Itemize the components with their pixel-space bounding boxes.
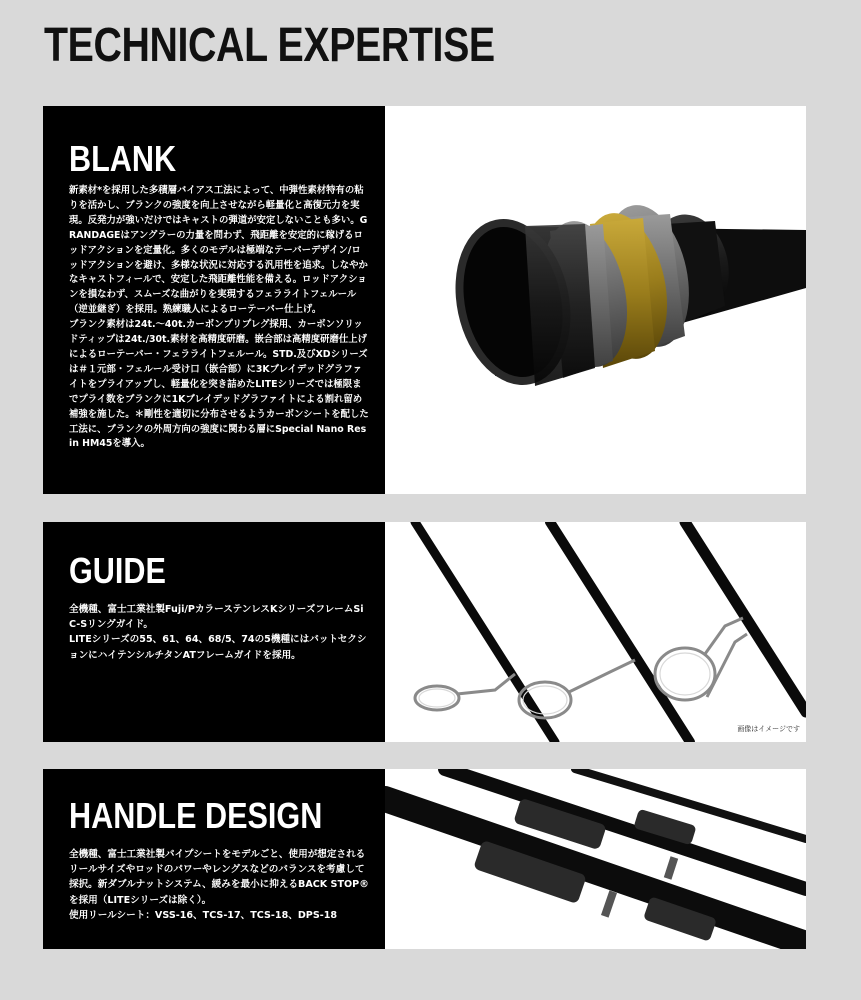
- guide-image-caption: 画像はイメージです: [737, 725, 800, 733]
- rod-guides-illustration: [385, 522, 806, 742]
- page-title: TECHNICAL EXPERTISE: [44, 19, 495, 72]
- guide-body: 全機種、富士工業社製Fuji/PカラーステンレスKシリーズフレームSiC-Sリングガイド。 LITEシリーズの55、61、64、68/5、74の5機種にはバットセクションにハイテンシルチタンATフレームガイドを採用。: [69, 604, 367, 661]
- handle-body: 全機種、富士工業社製パイプシートをモデルごと、使用が想定されるリールサイズやロッドのパワーやレングスなどのバランスを考慮して採択。新ダブルナットシステム、緩みを最小に抑えるBACK STOP®を採用（LITEシリーズは除く）。 使用リールシート：VSS-16、TCS-17、TCS-18、DPS-18: [69, 849, 369, 921]
- rod-handles-illustration: [385, 769, 806, 949]
- section-blank: [43, 106, 806, 494]
- section-handle-design: [43, 769, 806, 949]
- handle-heading: HANDLE DESIGN: [69, 795, 323, 836]
- handle-image: [385, 769, 806, 949]
- blank-body: 新素材*を採用した多積層バイアス工法によって、中弾性素材特有の粘りを活かし、ブランクの強度を向上させながら軽量化と高復元力を実現。反発力が強いだけではキャストの弾道が安定しないことも多い。GRANDAGEはアングラーの力量を問わず、飛距離を安定的に稼げるロッドアクションを定量化。多くのモデルは極端なテーパーデザイン/ロッドアクションを避け、多様な状況に対応する汎用性を追求。しなやかなキャストフィールで、安定した飛距離性能を備える。ロッドアクションを損なわず、スムーズな曲がりを実現するフェラライトフェルール（逆並継ぎ）を採用。熟練職人によるローテーパー仕上げ。 ブランク素材は24t.～40t.カーボンプリプレグ採用、カーボンソリッドティップは24t./30t.素材を高精度研磨。嵌合部は高精度研磨仕上げによるローテーパー・フェラライトフェルール。STD.及びXDシリーズは＃１元部・フェルール受け口（嵌合部）に3Kブレイデッドグラファイトをプライアップし、軽量化を突き詰めたLITEシリーズでは極限までプライ数をブランクに1Kブレイデッドグラファイトによる割れ留め補強を施した。＊剛性を適切に分布させるようカーボンシートを配した工法に、ブランクの外周方向の強度に関わる層にSpecial Nano Resin HM45を導入。: [69, 185, 369, 450]
- guide-text-panel: [43, 522, 385, 742]
- blank-text-panel: [43, 106, 385, 494]
- blank-image: [385, 106, 806, 494]
- guide-image: [385, 522, 806, 742]
- handle-text-panel: [43, 769, 385, 949]
- rod-blank-cross-section-illustration: [385, 106, 806, 494]
- guide-heading: GUIDE: [69, 550, 166, 591]
- blank-heading: BLANK: [69, 138, 177, 179]
- section-guide: [43, 522, 806, 742]
